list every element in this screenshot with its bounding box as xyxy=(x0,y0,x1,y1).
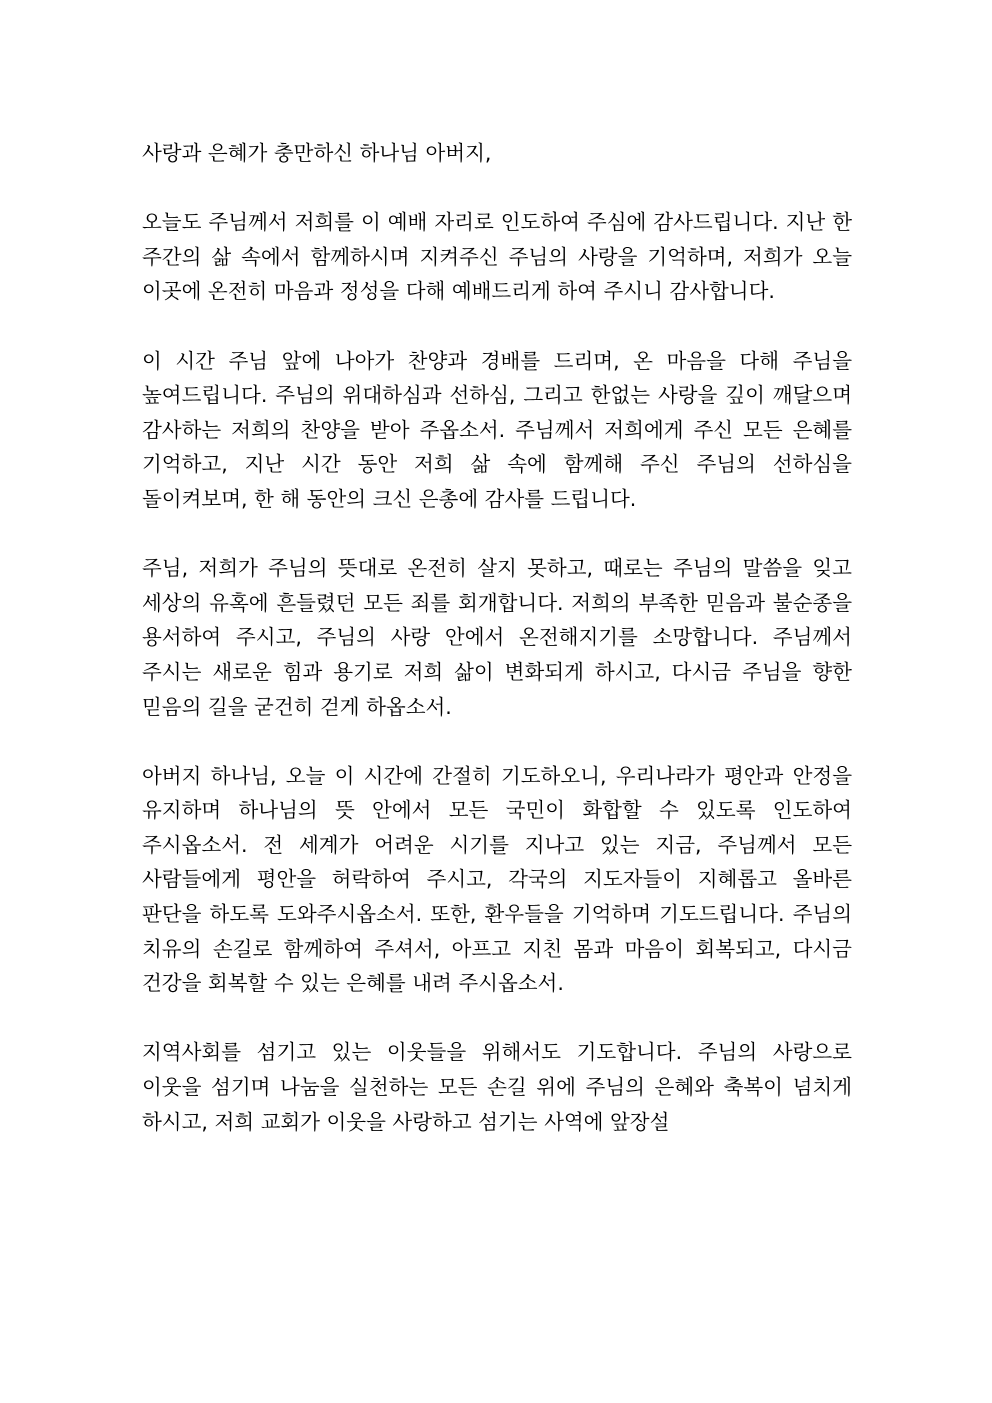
paragraph-praise: 이 시간 주님 앞에 나아가 찬양과 경배를 드리며, 온 마음을 다해 주님을 높여드립니다. 주님의 위대하심과 선하심, 그리고 한없는 사랑을 깊이 깨달으며 감사하는 저희의 찬양을 받아 주옵소서. 주님께서 저희에게 주신 모든 은혜를 기억하고, 지난 시간 동안 저희 삶 속에 함께해 주신 주님의 선하심을 돌이켜보며, 한 해 동안의 크신 은총에 감사를 드립니다. xyxy=(142,348,852,511)
document-body xyxy=(142,136,852,1139)
paragraph-community: 지역사회를 섬기고 있는 이웃들을 위해서도 기도합니다. 주님의 사랑으로 이웃을 섬기며 나눔을 실천하는 모든 손길 위에 주님의 은혜와 축복이 넘치게 하시고, 저희 교회가 이웃을 사랑하고 섬기는 사역에 앞장설 xyxy=(142,1040,852,1134)
paragraph-intercession: 아버지 하나님, 오늘 이 시간에 간절히 기도하오니, 우리나라가 평안과 안정을 유지하며 하나님의 뜻 안에서 모든 국민이 화합할 수 있도록 인도하여 주시옵소서. 전 세계가 어려운 시기를 지나고 있는 지금, 주님께서 모든 사람들에게 평안을 허락하여 주시고, 각국의 지도자들이 지혜롭고 올바른 판단을 하도록 도와주시옵소서. 또한, 환우들을 기억하며 기도드립니다. 주님의 치유의 손길로 함께하여 주셔서, 아프고 지친 몸과 마음이 회복되고, 다시금 건강을 회복할 수 있는 은혜를 내려 주시옵소서. xyxy=(142,763,852,996)
paragraph-greeting: 사랑과 은혜가 충만하신 하나님 아버지, xyxy=(142,141,492,165)
paragraph-thanksgiving: 오늘도 주님께서 저희를 이 예배 자리로 인도하여 주심에 감사드립니다. 지난 한 주간의 삶 속에서 함께하시며 지켜주신 주님의 사랑을 기억하며, 저희가 오늘 이곳에 온전히 마음과 정성을 다해 예배드리게 하여 주시니 감사합니다. xyxy=(142,210,852,304)
paragraph-repentance: 주님, 저희가 주님의 뜻대로 온전히 살지 못하고, 때로는 주님의 말씀을 잊고 세상의 유혹에 흔들렸던 모든 죄를 회개합니다. 저희의 부족한 믿음과 불순종을 용서하여 주시고, 주님의 사랑 안에서 온전해지기를 소망합니다. 주님께서 주시는 새로운 힘과 용기로 저희 삶이 변화되게 하시고, 다시금 주님을 향한 믿음의 길을 굳건히 걷게 하옵소서. xyxy=(142,556,852,719)
